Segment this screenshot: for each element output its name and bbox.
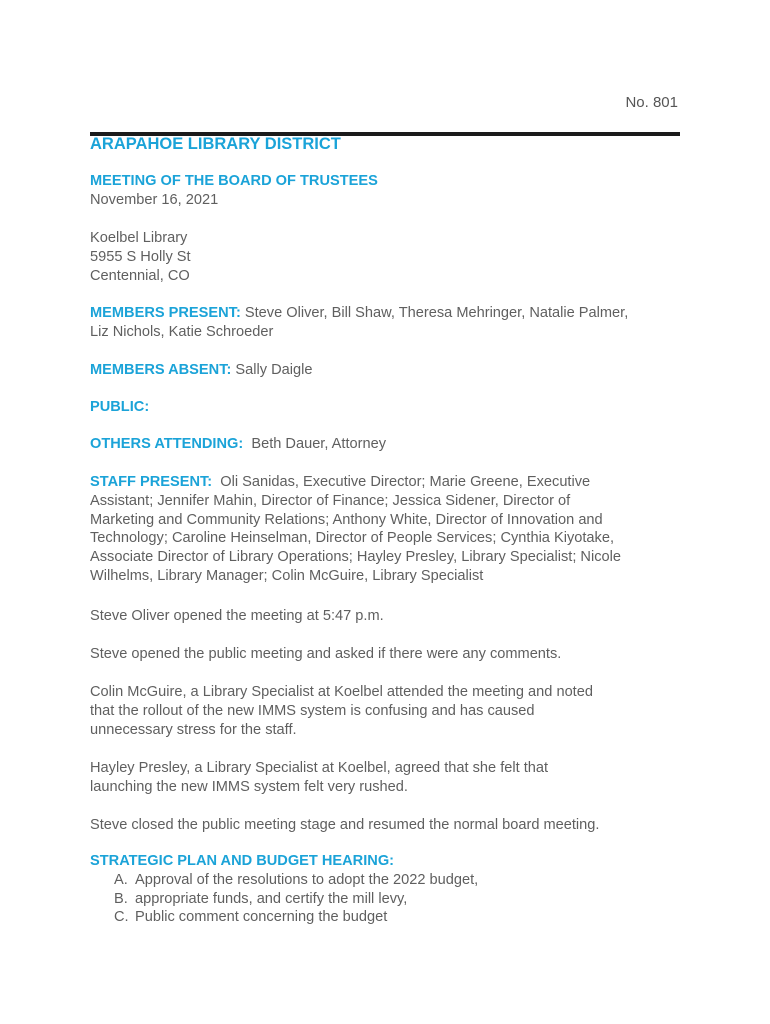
members-absent-section bbox=[90, 361, 680, 380]
agenda-item-marker: C. bbox=[114, 909, 129, 926]
others-attending-section bbox=[90, 435, 680, 454]
paragraph-line: Colin McGuire, a Library Specialist at Koelbel attended the meeting and noted bbox=[90, 684, 593, 700]
members-present-text: Steve Oliver, Bill Shaw, Theresa Mehringer, Natalie Palmer, bbox=[240, 305, 629, 321]
meeting-header bbox=[90, 172, 680, 210]
location-line: Koelbel Library bbox=[90, 230, 188, 246]
staff-present-text: Marketing and Community Relations; Anthony White, Director of Innovation and bbox=[90, 511, 603, 528]
paragraph-line: Steve closed the public meeting stage and resumed the normal board meeting. bbox=[90, 817, 600, 833]
paragraph-line: that the rollout of the new IMMS system is confusing and has caused bbox=[90, 702, 535, 719]
minutes-paragraph bbox=[90, 816, 680, 835]
public-section bbox=[90, 398, 680, 417]
members-present-label: MEMBERS PRESENT: bbox=[90, 305, 241, 321]
paragraph-line: launching the new IMMS system felt very rushed. bbox=[90, 778, 408, 795]
paragraph-line: Steve Oliver opened the meeting at 5:47 p.m. bbox=[90, 608, 384, 624]
minutes-paragraph bbox=[90, 607, 680, 626]
meeting-date: November 16, 2021 bbox=[90, 191, 219, 208]
agenda-item bbox=[90, 890, 680, 909]
minutes-paragraph bbox=[90, 645, 680, 664]
location-line: 5955 S Holly St bbox=[90, 248, 191, 265]
members-present-section bbox=[90, 304, 680, 342]
agenda-item-marker: A. bbox=[114, 871, 128, 888]
members-absent-label: MEMBERS ABSENT: bbox=[90, 362, 232, 378]
organization-name: ARAPAHOE LIBRARY DISTRICT bbox=[90, 135, 341, 153]
agenda-item-text: appropriate funds, and certify the mill levy, bbox=[135, 890, 408, 907]
public-label: PUBLIC: bbox=[90, 399, 150, 415]
staff-present-text: Oli Sanidas, Executive Director; Marie Greene, Executive bbox=[212, 474, 591, 490]
staff-present-text: Wilhelms, Library Manager; Colin McGuire, Library Specialist bbox=[90, 567, 484, 584]
minutes-paragraph bbox=[90, 759, 680, 797]
agenda-list bbox=[90, 871, 680, 927]
staff-present-section bbox=[90, 473, 680, 586]
staff-present-label: STAFF PRESENT: bbox=[90, 474, 213, 490]
agenda-item-text: Public comment concerning the budget bbox=[135, 909, 388, 926]
staff-present-text: Assistant; Jennifer Mahin, Director of Finance; Jessica Sidener, Director of bbox=[90, 492, 571, 509]
minutes-paragraph bbox=[90, 683, 680, 739]
members-absent-text: Sally Daigle bbox=[231, 362, 313, 378]
document-number: No. 801 bbox=[625, 94, 678, 111]
agenda-item-text: Approval of the resolutions to adopt the 2022 budget, bbox=[135, 871, 479, 888]
strategic-plan-heading: STRATEGIC PLAN AND BUDGET HEARING: bbox=[90, 853, 395, 869]
others-attending-text: Beth Dauer, Attorney bbox=[243, 436, 387, 452]
meeting-title: MEETING OF THE BOARD OF TRUSTEES bbox=[90, 173, 378, 189]
staff-present-text: Technology; Caroline Heinselman, Director of People Services; Cynthia Kiyotake, bbox=[90, 530, 615, 547]
others-attending-label: OTHERS ATTENDING: bbox=[90, 436, 244, 452]
paragraph-line: unnecessary stress for the staff. bbox=[90, 721, 297, 738]
agenda-item-marker: B. bbox=[114, 890, 128, 907]
location-line: Centennial, CO bbox=[90, 267, 190, 284]
members-present-text: Liz Nichols, Katie Schroeder bbox=[90, 323, 274, 340]
staff-present-text: Associate Director of Library Operations; Hayley Presley, Library Specialist; Nicole bbox=[90, 549, 621, 566]
agenda-item bbox=[90, 908, 680, 927]
strategic-plan-section bbox=[90, 852, 680, 927]
meeting-location bbox=[90, 229, 680, 285]
agenda-item bbox=[90, 871, 680, 890]
paragraph-line: Steve opened the public meeting and asked if there were any comments. bbox=[90, 646, 562, 662]
paragraph-line: Hayley Presley, a Library Specialist at Koelbel, agreed that she felt that bbox=[90, 760, 549, 776]
